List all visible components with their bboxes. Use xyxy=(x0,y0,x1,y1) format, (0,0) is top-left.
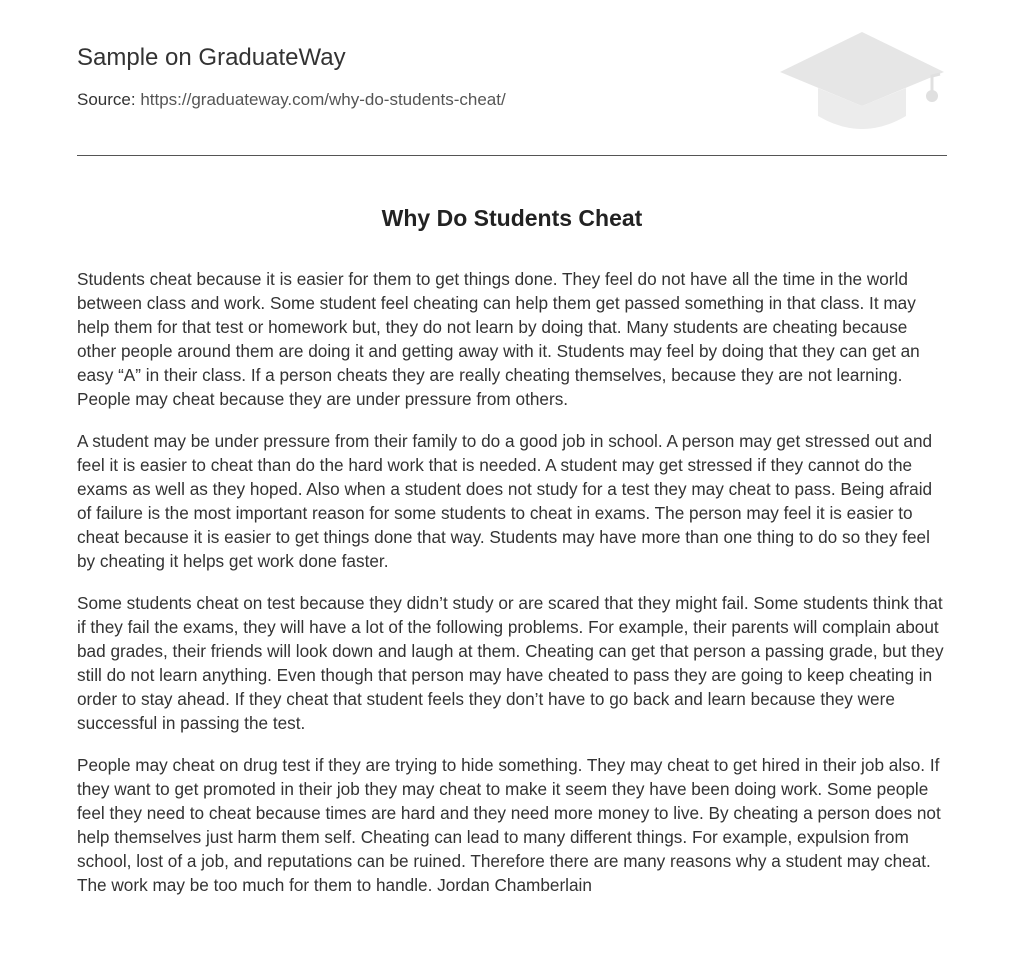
site-name: Sample on GraduateWay xyxy=(77,44,346,71)
source-link[interactable]: https://graduateway.com/why-do-students-cheat/ xyxy=(140,90,506,109)
article-body xyxy=(77,267,951,915)
graduation-cap-icon xyxy=(780,30,948,134)
source-line xyxy=(77,90,506,110)
paragraph: A student may be under pressure from their family to do a good job in school. A person may get stressed out and feel it is easier to cheat than do the hard work that is needed. A student may get stressed if they cannot do the exams as well as they hoped. Also when a student does not study for a test they may cheat to pass. Being afraid of failure is the most important reason for some students to cheat in exams. The person may feel it is easier to cheat because it is easier to get things done that way. Students may have more than one thing to do so they feel by cheating it helps get work done faster. xyxy=(77,431,933,571)
document-page xyxy=(77,0,947,895)
article-title: Why Do Students Cheat xyxy=(381,205,643,231)
paragraph: Some students cheat on test because they didn’t study or are scared that they might fail. Some students think that if they fail the exams, they will have a lot of the following problems. For example, their parents will complain about bad grades, their friends will look down and laugh at them. Cheating can get that person a passing grade, but they still do not learn anything. Even though that person may have cheated to pass they are going to keep cheating in order to stay ahead. If they cheat that student feels they don’t have to go back and learn because they were successful in passing the test. xyxy=(77,593,944,733)
paragraph: People may cheat on drug test if they are trying to hide something. They may cheat to get hired in their job also. If they want to get promoted in their job they may cheat to make it seem they have been doing work. Some people feel they need to cheat because times are hard and they need more money to live. By cheating a person does not help themselves just harm them self. Cheating can lead to many different things. For example, expulsion from school, lost of a job, and reputations can be ruined. Therefore there are many reasons why a student may cheat. The work may be too much for them to handle. Jordan Chamberlain xyxy=(77,755,941,895)
header xyxy=(77,0,947,156)
paragraph: Students cheat because it is easier for them to get things done. They feel do not have all the time in the world between class and work. Some student feel cheating can help them get passed something in that class. It may help them for that test or homework but, they do not learn by doing that. Many students are cheating because other people around them are doing it and getting away with it. Students may feel by doing that they can get an easy “A” in their class. If a person cheats they are really cheating themselves, because they are not learning. People may cheat because they are under pressure from others. xyxy=(77,269,920,409)
source-label: Source: xyxy=(77,90,136,109)
